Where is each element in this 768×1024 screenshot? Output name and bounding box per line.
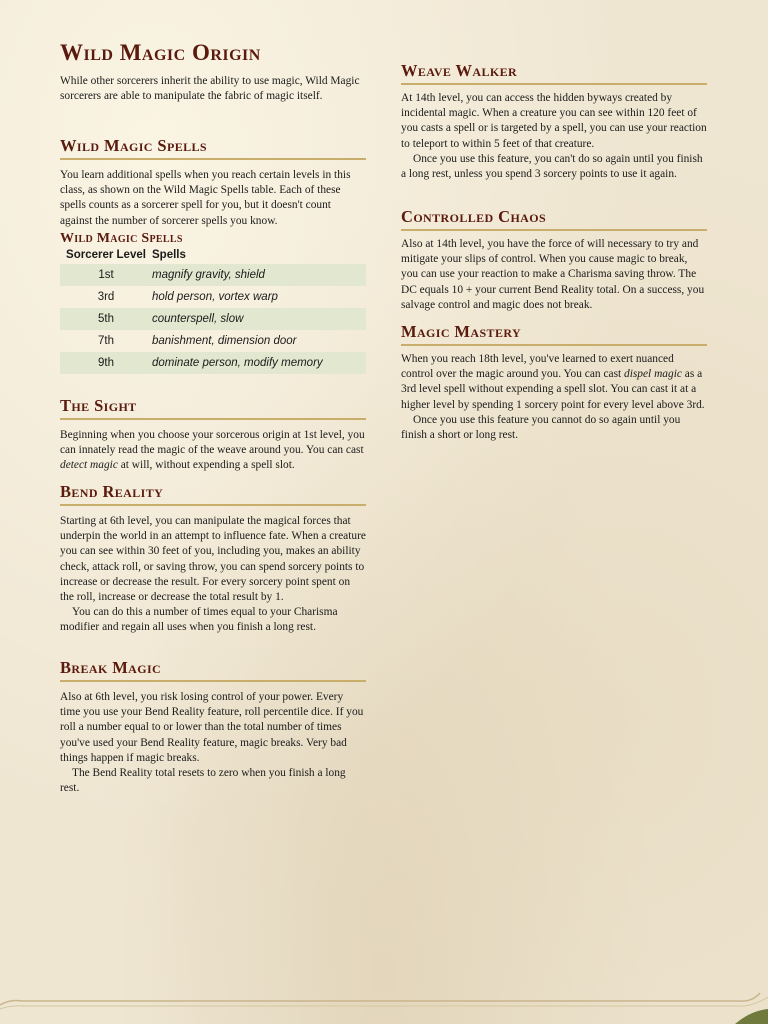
section-heading: Magic Mastery: [401, 322, 707, 346]
spells-cell: banishment, dimension door: [152, 335, 297, 347]
table-row: [60, 286, 366, 308]
text-run: at will, without expending a spell slot.: [117, 459, 295, 472]
level-cell: 1st: [60, 264, 152, 286]
bend-reality-section: [60, 482, 366, 636]
spells-cell: magnify gravity, shield: [152, 264, 366, 286]
table-row: [60, 330, 366, 352]
magic-mastery-section: [401, 322, 707, 443]
section-text: Once you use this feature, you can't do so again until you finish a long rest, unless you spend 3 sorcery points to use it again.: [401, 152, 703, 181]
col-header-spells: Spells: [152, 249, 186, 261]
table-row: [60, 352, 366, 374]
section-text: You learn additional spells when you reach certain levels in this class, as shown on the Wild Magic Spells table. Each of these spells counts as a sorcerer spell for you, but it doesn't count against the number of sorcerer spells you know.: [60, 169, 351, 227]
text-run: When you reach 18th level, you've learned to exert nuanced control over the magic around you. You can cast: [401, 353, 674, 381]
spells-cell: dominate person, modify memory: [152, 352, 366, 374]
table-row: [60, 264, 366, 286]
spells-table-block: [60, 231, 366, 374]
section-heading: Controlled Chaos: [401, 207, 707, 231]
text-run: as a 3rd level spell without expending a spell slot. You can cast it at a higher level by spending 1 sorcery point for every level above 3rd.: [401, 368, 705, 411]
level-cell: 9th: [60, 352, 152, 374]
section-text: Also at 14th level, you have the force of will necessary to try and mitigate your slips of control. When you cause magic to break, you can use your reaction to make a Charisma saving throw. The DC equals 10 + your current Bend Reality total. On a success, you salvage control and magic does not break.: [401, 238, 705, 311]
section-text: [60, 428, 366, 474]
spells-table: [60, 247, 366, 374]
level-cell: 7th: [98, 335, 114, 347]
section-text: Starting at 6th level, you can manipulate the magical forces that underpin the world in an attempt to influence fate. When a creature you can see within 30 feet of you, including you, makes an ability check, attack roll, or saving throw, you can spend sorcery points to increase or decrease the result. For every sorcery point spent on the roll, increase or decrease the total result by 1.: [60, 515, 366, 604]
spell-name: dispel magic: [624, 368, 682, 381]
section-heading: Bend Reality: [60, 482, 366, 506]
section-text: At 14th level, you can access the hidden byways created by incidental magic. When a creature you can see within 120 feet of you casts a spell or is targeted by a spell, you can use your reaction to teleport to within 5 feet of that creature.: [401, 92, 707, 150]
the-sight-section: [60, 396, 366, 474]
weave-walker-section: [401, 61, 707, 182]
section-text: [401, 352, 707, 413]
section-text: You can do this a number of times equal to your Charisma modifier and regain all uses when you finish a long rest.: [60, 606, 338, 634]
section-heading: Wild Magic Spells: [60, 136, 366, 160]
section-text: The Bend Reality total resets to zero when you finish a long rest.: [60, 767, 346, 795]
break-magic-section: [60, 658, 366, 796]
spells-cell: counterspell, slow: [152, 308, 366, 330]
spells-cell: hold person, vortex warp: [152, 291, 278, 303]
table-title: Wild Magic Spells: [60, 231, 183, 246]
intro-text: While other sorcerers inherit the ability to use magic, Wild Magic sorcerers are able to manipulate the fabric of magic itself.: [60, 75, 360, 103]
section-text: Once you use this feature you cannot do so again until you finish a short or long rest.: [401, 413, 681, 442]
section-heading: Break Magic: [60, 658, 366, 682]
wild-magic-spells-section: [60, 136, 366, 229]
intro-block: [60, 74, 366, 104]
level-cell: 3rd: [97, 291, 115, 303]
page-title: Wild Magic Origin: [60, 40, 261, 65]
section-text: Also at 6th level, you risk losing control of your power. Every time you use your Bend Reality feature, roll percentile dice. If you roll a number equal to or lower than the total number of times you've used your Bend Reality feature, magic breaks. Very bad things happen if magic breaks.: [60, 691, 364, 764]
spell-name: detect magic: [60, 459, 118, 472]
level-cell: 5th: [60, 308, 152, 330]
table-header-row: [60, 247, 366, 264]
col-header-level: Sorcerer Level: [66, 249, 146, 261]
section-heading: Weave Walker: [401, 61, 707, 85]
controlled-chaos-section: [401, 207, 707, 313]
page-footer-ornament: [0, 975, 768, 1024]
text-run: Beginning when you choose your sorcerous origin at 1st level, you can innately read the magic of the weave around you. You can cast: [60, 429, 365, 457]
section-heading: The Sight: [60, 396, 366, 420]
table-row: [60, 308, 366, 330]
